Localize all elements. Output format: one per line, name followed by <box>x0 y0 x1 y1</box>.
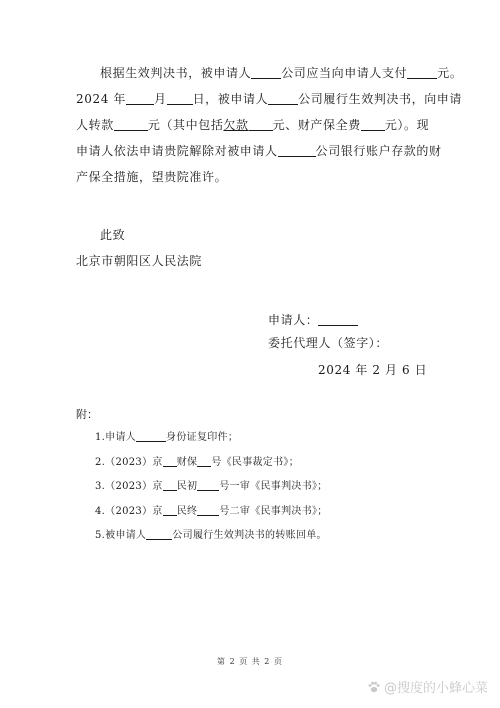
text-span: 身份证复印件； <box>166 432 239 443</box>
request-paragraph <box>76 60 463 190</box>
blank-month <box>126 92 154 105</box>
list-item <box>95 500 328 525</box>
blank-field <box>163 456 177 467</box>
blank-field <box>163 480 177 491</box>
text-span: 元。 <box>437 66 463 80</box>
applicant-signature <box>268 311 358 328</box>
text-span: 月 <box>153 92 167 106</box>
applicant-label: 申请人： <box>268 313 319 327</box>
text-span: 民终 <box>176 505 198 517</box>
blank-field <box>197 456 211 467</box>
signature-date: 2024 年 2 月 6 日 <box>318 363 428 377</box>
text-span: 公司履行生效判决书，向申请 <box>298 92 462 106</box>
paragraph-line-1 <box>76 60 463 86</box>
agent-signature <box>268 334 388 351</box>
text-span: 元（其中包括 <box>147 118 224 132</box>
text-span: 号一审《民事判决书》； <box>219 481 328 492</box>
underlined-word: 欠款 <box>223 118 249 132</box>
blank-applicant-signature <box>318 313 358 326</box>
blank-field <box>197 480 219 491</box>
text-span: 号二审《民事判决书》； <box>219 505 328 517</box>
list-item <box>95 426 328 451</box>
closing-greeting: 此致 <box>100 228 126 242</box>
blank-debt-amount <box>249 118 273 131</box>
blank-field <box>163 505 177 516</box>
list-item <box>95 475 328 500</box>
list-item <box>95 451 328 476</box>
watermark-text: @搜度的小蜂心菜 <box>383 681 488 696</box>
blank-respondent-company-2 <box>268 92 298 105</box>
attachments-title: 附： <box>76 408 98 421</box>
text-span: 公司银行账户存款的财 <box>315 144 442 158</box>
blank-day <box>167 92 193 105</box>
text-span: 元）。现 <box>384 118 430 132</box>
text-span: 5.被申请人 <box>95 530 147 541</box>
agent-label: 委托代理人（签字）： <box>268 336 389 350</box>
blank-field <box>136 431 166 442</box>
text-span: 元、财产保全费 <box>272 118 361 132</box>
text-span: 公司应当向申请人支付 <box>281 66 408 80</box>
text-span: 人转款 <box>76 118 114 132</box>
paragraph-line-5 <box>76 164 436 190</box>
blank-preservation-fee <box>361 118 385 131</box>
watermark <box>367 677 488 696</box>
paw-icon <box>367 680 381 694</box>
blank-field <box>146 529 172 540</box>
text-span: 号《民事裁定书》； <box>211 456 300 468</box>
text-span: 2.（2023）京 <box>95 456 163 468</box>
blank-respondent-company <box>251 66 281 79</box>
text-span: 财保 <box>176 456 198 468</box>
court-name: 北京市朝阳区人民法院 <box>76 254 203 268</box>
text-span: 2024 年 <box>76 92 126 106</box>
blank-amount-payable <box>407 66 437 79</box>
blank-field <box>197 505 219 516</box>
text-span: 申请人依法申请贵院解除对被申请人 <box>76 144 278 158</box>
text-span: 公司履行生效判决书的转账回单。 <box>172 530 327 541</box>
text-span: 日，被申请人 <box>192 92 269 106</box>
text-span: 民初 <box>176 481 198 492</box>
text-span: 3.（2023）京 <box>95 481 163 492</box>
paragraph-line-4 <box>76 138 442 164</box>
page-footer: 第 2 页 共 2 页 <box>217 657 283 666</box>
blank-respondent-company-3 <box>278 144 316 157</box>
paragraph-line-2 <box>76 86 462 112</box>
list-item <box>95 524 328 549</box>
paragraph-line-3 <box>76 112 436 138</box>
text-span: 4.（2023）京 <box>95 505 163 517</box>
text-span: 根据生效判决书，被申请人 <box>100 66 252 80</box>
text-span: 1.申请人 <box>95 432 137 443</box>
attachments-list <box>95 426 328 549</box>
blank-transfer-amount <box>114 118 148 131</box>
text-span: 产保全措施，望贵院准许。 <box>76 170 228 184</box>
